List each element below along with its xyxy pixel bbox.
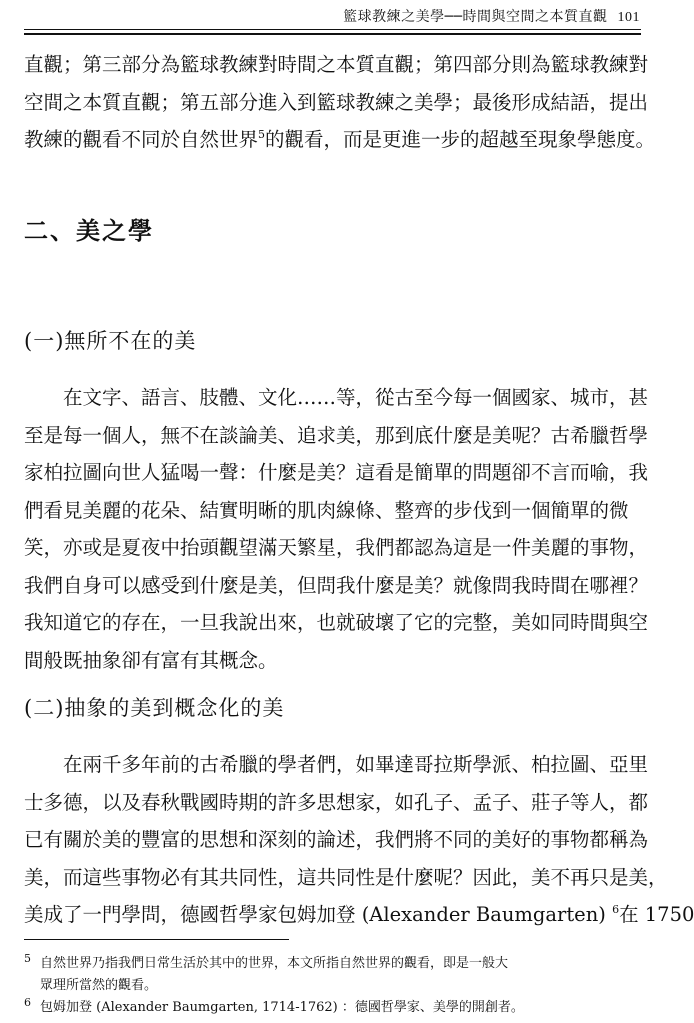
paragraph-text: 美成了一門學問，德國哲學家包姆加登 (Alexander Baumgarten) — [24, 903, 613, 926]
running-header — [343, 6, 640, 26]
intro-text: 的觀看，而是更進一步的超越至現象學態度。 — [265, 128, 656, 151]
paragraph-line: 我們自身可以感受到什麼是美，但問我什麼是美？就像問我時間在哪裡？ — [24, 573, 649, 597]
footnote-ref-5[interactable]: 5 — [258, 128, 266, 141]
footnote-divider — [24, 939, 289, 940]
paragraph-line: 們看見美麗的花朵、結實明晰的肌肉線條、整齊的步伐到一個簡單的微 — [24, 498, 629, 522]
section-heading: 二、美之學 — [24, 216, 154, 245]
paragraph-line: 在文字、語言、肢體、文化……等，從古至今每一個國家、城市，甚 — [63, 386, 649, 409]
footnote-5: 5 自然世界乃指我們日常生活於其中的世界，本文所指自然世界的觀看，即是一般大 眾理所當然的觀看。 — [24, 953, 649, 997]
paragraph-text: 在 1750 — [619, 903, 694, 926]
paragraph-2 — [24, 746, 694, 934]
subsection-heading-2: (二)抽象的美到概念化的美 — [24, 696, 285, 720]
subsection-heading-1: (一)無所不在的美 — [24, 329, 197, 353]
paragraph-line — [24, 896, 694, 934]
footnote-text: 自然世界乃指我們日常生活於其中的世界，本文所指自然世界的觀看，即是一般大 — [40, 956, 509, 971]
intro-text: 教練的觀看不同於自然世界 — [24, 128, 259, 151]
paragraph-line: 間般既抽象卻有富有其概念。 — [24, 648, 278, 672]
footnote-text: 包姆加登 (Alexander Baumgarten, 1714-1762) ：德國哲學家、美學的開創者。 — [40, 1000, 524, 1015]
paragraph-line: 我知道它的存在，一旦我說出來，也就破壞了它的完整，美如同時間與空 — [24, 611, 649, 634]
intro-line — [24, 121, 656, 159]
header-rule-thin — [24, 29, 641, 30]
running-title: 籃球教練之美學──時間與空間之本質直觀 — [343, 9, 608, 25]
paragraph-line: 美，而這些事物必有其共同性，這共同性是什麼呢？因此，美不再只是美， — [24, 865, 668, 889]
paragraph-line: 至是每一個人，無不在談論美、追求美，那到底什麼是美呢？古希臘哲學 — [24, 423, 649, 447]
paragraph-line: 已有關於美的豐富的思想和深刻的論述，我們將不同的美好的事物都稱為 — [24, 828, 649, 851]
paragraph-1 — [24, 379, 649, 679]
intro-line: 直觀；第三部分為籃球教練對時間之本質直觀；第四部分則為籃球教練對 — [24, 53, 649, 76]
header-rule-thick — [24, 33, 641, 35]
footnote-6: 6 包姆加登 (Alexander Baumgarten, 1714-1762) ：德國哲學家、美學的開創者。 — [24, 996, 524, 1015]
intro-line: 空間之本質直觀；第五部分進入到籃球教練之美學；最後形成結語，提出 — [24, 90, 649, 114]
intro-paragraph — [24, 46, 656, 159]
paragraph-line: 士多德，以及春秋戰國時期的許多思想家，如孔子、孟子、莊子等人，都 — [24, 790, 649, 814]
footnote-text: 眾理所當然的觀看。 — [40, 978, 158, 993]
footnote-ref-6[interactable]: 6 — [612, 903, 620, 916]
paragraph-line: 家柏拉圖向世人猛喝一聲：什麼是美？這看是簡單的問題卻不言而喻，我 — [24, 461, 649, 484]
paragraph-line: 笑，亦或是夏夜中抬頭觀望滿天繁星，我們都認為這是一件美麗的事物， — [24, 536, 649, 559]
page-number: 101 — [617, 10, 640, 25]
paragraph-line: 在兩千多年前的古希臘的學者們，如畢達哥拉斯學派、柏拉圖、亞里 — [63, 753, 649, 776]
